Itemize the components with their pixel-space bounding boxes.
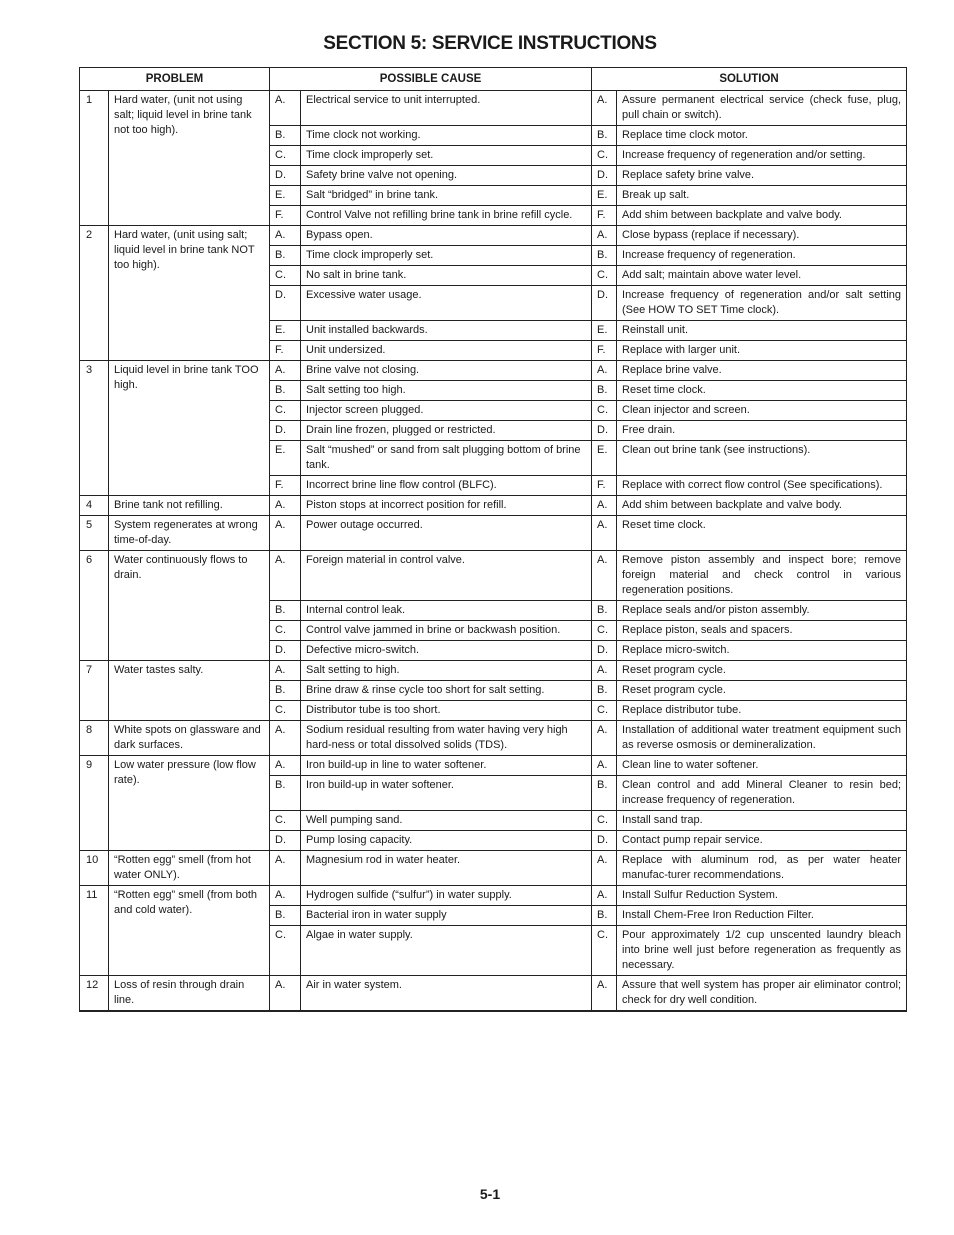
solution-text: Clean line to water softener. xyxy=(617,756,907,776)
cause-text: Electrical service to unit interrupted. xyxy=(301,91,592,126)
cause-text: Drain line frozen, plugged or restricted. xyxy=(301,421,592,441)
cause-text: Hydrogen sulfide (“sulfur”) in water supply. xyxy=(301,886,592,906)
table-header-row xyxy=(80,68,907,91)
cause-text: Salt setting to high. xyxy=(301,661,592,681)
problem-number: 5 xyxy=(80,516,109,551)
problem-number: 3 xyxy=(80,361,109,496)
solution-text: Replace distributor tube. xyxy=(617,701,907,721)
table-row xyxy=(80,886,907,906)
problem-description: System regenerates at wrong time-of-day. xyxy=(109,516,270,551)
problem-description: Brine tank not refilling. xyxy=(109,496,270,516)
cause-text: No salt in brine tank. xyxy=(301,266,592,286)
page-number: 5-1 xyxy=(479,1186,501,1202)
solution-text: Installation of additional water treatment equipment such as reverse osmosis or demineralization. xyxy=(617,721,907,756)
table-row xyxy=(80,361,907,381)
cause-text: Distributor tube is too short. xyxy=(301,701,592,721)
solution-text: Increase frequency of regeneration. xyxy=(617,246,907,266)
cause-text: Iron build-up in water softener. xyxy=(301,776,592,811)
solution-letter: E. xyxy=(592,186,617,206)
cause-letter: A. xyxy=(270,361,301,381)
cause-text: Brine draw & rinse cycle too short for salt setting. xyxy=(301,681,592,701)
solution-text: Reset program cycle. xyxy=(617,661,907,681)
cause-text: Injector screen plugged. xyxy=(301,401,592,421)
solution-letter: C. xyxy=(592,621,617,641)
solution-text: Replace with larger unit. xyxy=(617,341,907,361)
cause-text: Sodium residual resulting from water having very high hard-ness or total dissolved solids (TDS). xyxy=(301,721,592,756)
solution-text: Reset program cycle. xyxy=(617,681,907,701)
cause-letter: A. xyxy=(270,551,301,601)
solution-letter: A. xyxy=(592,886,617,906)
cause-letter: C. xyxy=(270,621,301,641)
cause-text: Control valve jammed in brine or backwash position. xyxy=(301,621,592,641)
cause-letter: A. xyxy=(270,886,301,906)
problem-number: 7 xyxy=(80,661,109,721)
cause-letter: C. xyxy=(270,146,301,166)
solution-text: Add salt; maintain above water level. xyxy=(617,266,907,286)
cause-letter: A. xyxy=(270,496,301,516)
solution-letter: B. xyxy=(592,906,617,926)
solution-letter: B. xyxy=(592,381,617,401)
solution-letter: D. xyxy=(592,641,617,661)
solution-text: Clean injector and screen. xyxy=(617,401,907,421)
solution-letter: E. xyxy=(592,321,617,341)
table-row xyxy=(80,721,907,756)
cause-text: Safety brine valve not opening. xyxy=(301,166,592,186)
solution-text: Add shim between backplate and valve body. xyxy=(617,496,907,516)
cause-letter: C. xyxy=(270,811,301,831)
cause-letter: E. xyxy=(270,441,301,476)
cause-text: Salt “mushed” or sand from salt plugging bottom of brine tank. xyxy=(301,441,592,476)
cause-letter: D. xyxy=(270,286,301,321)
solution-letter: A. xyxy=(592,226,617,246)
cause-text: Brine valve not closing. xyxy=(301,361,592,381)
solution-letter: A. xyxy=(592,496,617,516)
problem-description: White spots on glassware and dark surfaces. xyxy=(109,721,270,756)
solution-text: Increase frequency of regeneration and/or setting. xyxy=(617,146,907,166)
cause-letter: A. xyxy=(270,721,301,756)
table-row xyxy=(80,661,907,681)
problem-number: 9 xyxy=(80,756,109,851)
solution-letter: B. xyxy=(592,126,617,146)
cause-letter: A. xyxy=(270,851,301,886)
problem-description: Low water pressure (low flow rate). xyxy=(109,756,270,851)
cause-text: Algae in water supply. xyxy=(301,926,592,976)
solution-letter: F. xyxy=(592,341,617,361)
problem-description: Loss of resin through drain line. xyxy=(109,976,270,1012)
solution-letter: A. xyxy=(592,91,617,126)
solution-letter: C. xyxy=(592,146,617,166)
cause-letter: D. xyxy=(270,831,301,851)
table-row xyxy=(80,756,907,776)
cause-text: Internal control leak. xyxy=(301,601,592,621)
solution-letter: A. xyxy=(592,551,617,601)
solution-text: Clean control and add Mineral Cleaner to resin bed; increase frequency of regeneration. xyxy=(617,776,907,811)
table-row xyxy=(80,516,907,551)
solution-letter: C. xyxy=(592,926,617,976)
solution-text: Pour approximately 1/2 cup unscented laundry bleach into brine well just before regeneration as frequently as necessary. xyxy=(617,926,907,976)
cause-letter: E. xyxy=(270,186,301,206)
solution-letter: A. xyxy=(592,756,617,776)
cause-text: Salt setting too high. xyxy=(301,381,592,401)
header-possible-cause: POSSIBLE CAUSE xyxy=(270,68,592,91)
table-row xyxy=(80,851,907,886)
cause-letter: E. xyxy=(270,321,301,341)
cause-text: Time clock not working. xyxy=(301,126,592,146)
cause-letter: A. xyxy=(270,661,301,681)
solution-letter: A. xyxy=(592,516,617,551)
solution-letter: B. xyxy=(592,681,617,701)
cause-text: Foreign material in control valve. xyxy=(301,551,592,601)
solution-letter: D. xyxy=(592,421,617,441)
cause-text: Power outage occurred. xyxy=(301,516,592,551)
problem-number: 12 xyxy=(80,976,109,1012)
solution-letter: F. xyxy=(592,206,617,226)
cause-letter: D. xyxy=(270,166,301,186)
problem-description: “Rotten egg” smell (from both and cold water). xyxy=(109,886,270,976)
cause-letter: C. xyxy=(270,266,301,286)
cause-text: Unit undersized. xyxy=(301,341,592,361)
cause-text: Bypass open. xyxy=(301,226,592,246)
cause-text: Magnesium rod in water heater. xyxy=(301,851,592,886)
solution-text: Replace brine valve. xyxy=(617,361,907,381)
solution-text: Install sand trap. xyxy=(617,811,907,831)
cause-letter: B. xyxy=(270,601,301,621)
problem-description: Hard water, (unit not using salt; liquid level in brine tank not too high). xyxy=(109,91,270,226)
cause-letter: F. xyxy=(270,341,301,361)
cause-letter: A. xyxy=(270,976,301,1012)
solution-letter: D. xyxy=(592,166,617,186)
solution-letter: D. xyxy=(592,831,617,851)
solution-letter: C. xyxy=(592,266,617,286)
problem-number: 11 xyxy=(80,886,109,976)
problem-number: 10 xyxy=(80,851,109,886)
solution-letter: D. xyxy=(592,286,617,321)
solution-text: Remove piston assembly and inspect bore; remove foreign material and check control in various regeneration positions. xyxy=(617,551,907,601)
solution-letter: C. xyxy=(592,701,617,721)
solution-text: Increase frequency of regeneration and/or salt setting (See HOW TO SET Time clock). xyxy=(617,286,907,321)
cause-text: Iron build-up in line to water softener. xyxy=(301,756,592,776)
solution-letter: A. xyxy=(592,661,617,681)
cause-letter: C. xyxy=(270,926,301,976)
solution-letter: C. xyxy=(592,401,617,421)
table-row xyxy=(80,976,907,1012)
solution-text: Clean out brine tank (see instructions). xyxy=(617,441,907,476)
cause-letter: C. xyxy=(270,401,301,421)
solution-text: Replace piston, seals and spacers. xyxy=(617,621,907,641)
problem-number: 4 xyxy=(80,496,109,516)
solution-letter: C. xyxy=(592,811,617,831)
header-problem: PROBLEM xyxy=(80,68,270,91)
solution-letter: A. xyxy=(592,851,617,886)
cause-text: Unit installed backwards. xyxy=(301,321,592,341)
cause-letter: A. xyxy=(270,226,301,246)
cause-letter: B. xyxy=(270,906,301,926)
cause-text: Well pumping sand. xyxy=(301,811,592,831)
cause-text: Salt “bridged” in brine tank. xyxy=(301,186,592,206)
cause-text: Control Valve not refilling brine tank in brine refill cycle. xyxy=(301,206,592,226)
solution-text: Replace with correct flow control (See specifications). xyxy=(617,476,907,496)
solution-text: Replace seals and/or piston assembly. xyxy=(617,601,907,621)
cause-letter: D. xyxy=(270,421,301,441)
cause-text: Time clock improperly set. xyxy=(301,146,592,166)
solution-text: Reinstall unit. xyxy=(617,321,907,341)
solution-text: Reset time clock. xyxy=(617,381,907,401)
table-row xyxy=(80,91,907,126)
solution-text: Install Sulfur Reduction System. xyxy=(617,886,907,906)
solution-text: Contact pump repair service. xyxy=(617,831,907,851)
header-solution: SOLUTION xyxy=(592,68,907,91)
cause-letter: F. xyxy=(270,206,301,226)
cause-letter: B. xyxy=(270,681,301,701)
cause-letter: B. xyxy=(270,776,301,811)
cause-text: Excessive water usage. xyxy=(301,286,592,321)
solution-letter: A. xyxy=(592,721,617,756)
cause-text: Time clock improperly set. xyxy=(301,246,592,266)
problem-description: Water tastes salty. xyxy=(109,661,270,721)
problem-number: 6 xyxy=(80,551,109,661)
solution-letter: F. xyxy=(592,476,617,496)
problem-number: 2 xyxy=(80,226,109,361)
problem-number: 8 xyxy=(80,721,109,756)
solution-letter: B. xyxy=(592,776,617,811)
cause-letter: B. xyxy=(270,126,301,146)
table-row xyxy=(80,551,907,601)
solution-text: Replace with aluminum rod, as per water heater manufac-turer recommendations. xyxy=(617,851,907,886)
problem-description: Hard water, (unit using salt; liquid level in brine tank NOT too high). xyxy=(109,226,270,361)
cause-letter: D. xyxy=(270,641,301,661)
cause-text: Incorrect brine line flow control (BLFC). xyxy=(301,476,592,496)
solution-text: Break up salt. xyxy=(617,186,907,206)
cause-letter: B. xyxy=(270,246,301,266)
cause-text: Pump losing capacity. xyxy=(301,831,592,851)
solution-text: Install Chem-Free Iron Reduction Filter. xyxy=(617,906,907,926)
table-row xyxy=(80,226,907,246)
cause-letter: B. xyxy=(270,381,301,401)
solution-text: Replace micro-switch. xyxy=(617,641,907,661)
solution-text: Close bypass (replace if necessary). xyxy=(617,226,907,246)
problem-description: Liquid level in brine tank TOO high. xyxy=(109,361,270,496)
cause-letter: A. xyxy=(270,756,301,776)
solution-letter: A. xyxy=(592,361,617,381)
solution-text: Free drain. xyxy=(617,421,907,441)
table-row xyxy=(80,496,907,516)
cause-text: Air in water system. xyxy=(301,976,592,1012)
solution-text: Assure permanent electrical service (check fuse, plug, pull chain or switch). xyxy=(617,91,907,126)
solution-text: Assure that well system has proper air eliminator control; check for dry well condition. xyxy=(617,976,907,1012)
cause-text: Bacterial iron in water supply xyxy=(301,906,592,926)
problem-number: 1 xyxy=(80,91,109,226)
cause-letter: F. xyxy=(270,476,301,496)
cause-text: Piston stops at incorrect position for refill. xyxy=(301,496,592,516)
solution-text: Replace time clock motor. xyxy=(617,126,907,146)
solution-text: Reset time clock. xyxy=(617,516,907,551)
solution-letter: B. xyxy=(592,601,617,621)
solution-letter: E. xyxy=(592,441,617,476)
solution-text: Replace safety brine valve. xyxy=(617,166,907,186)
solution-letter: A. xyxy=(592,976,617,1012)
solution-letter: B. xyxy=(592,246,617,266)
cause-letter: A. xyxy=(270,516,301,551)
solution-text: Add shim between backplate and valve body. xyxy=(617,206,907,226)
cause-text: Defective micro-switch. xyxy=(301,641,592,661)
problem-description: Water continuously flows to drain. xyxy=(109,551,270,661)
cause-letter: A. xyxy=(270,91,301,126)
service-instructions-table xyxy=(79,67,907,1012)
page-title: SECTION 5: SERVICE INSTRUCTIONS xyxy=(323,33,657,54)
cause-letter: C. xyxy=(270,701,301,721)
table-body xyxy=(80,91,907,1012)
problem-description: “Rotten egg” smell (from hot water ONLY). xyxy=(109,851,270,886)
